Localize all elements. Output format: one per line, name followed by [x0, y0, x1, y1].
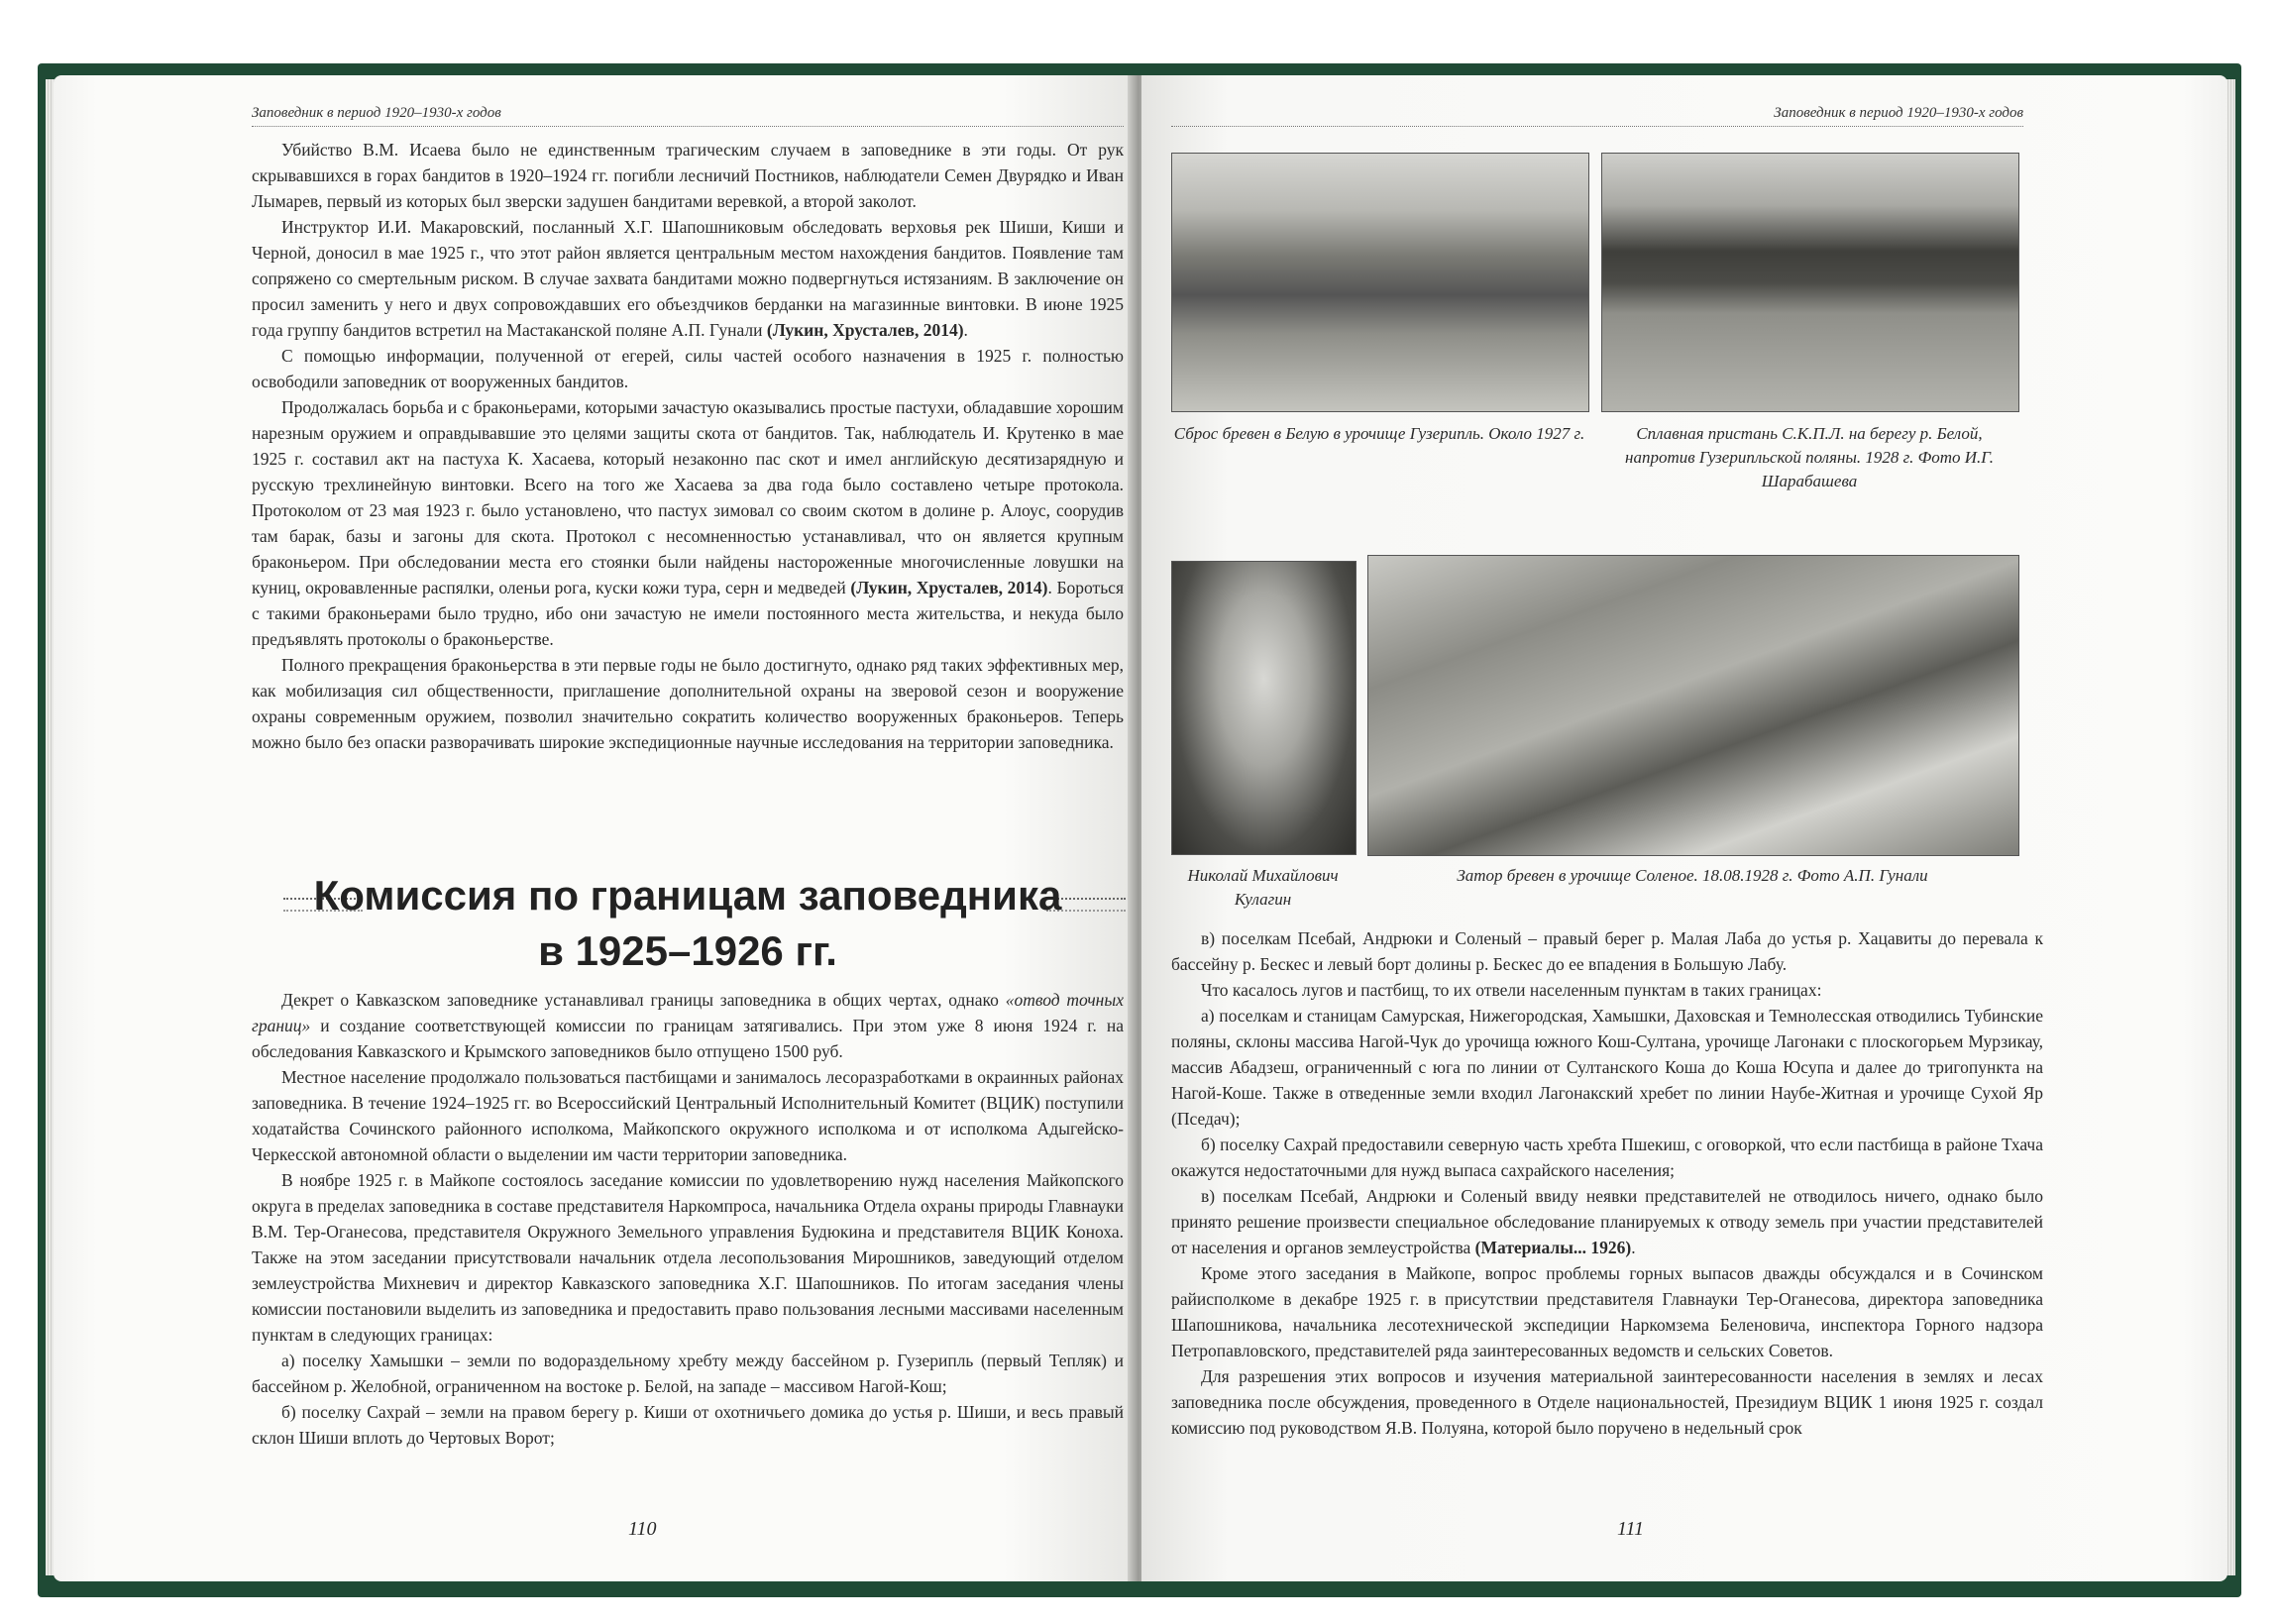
paragraph: С помощью информации, полученной от егерей, силы частей особого назначения в 1925 г. полностью освободили заповедник от вооруженных бандитов. [252, 346, 1124, 391]
paragraph: Декрет о Кавказском заповеднике устанавливал границы заповедника в общих чертах, однако «отвод точных границ» и создание соответствующей комиссии по границам затягивались. При этом уже 8 июня 1924 г. на обследования Кавказского и Крымского заповедников было отпущено 1500 руб. [252, 990, 1124, 1061]
paragraph: б) поселку Сахрай предоставили северную часть хребта Пшекиш, с оговоркой, что если пастбища в районе Тхача окажутся недостаточными для нужд выпаса сахрайского населения; [1171, 1135, 2043, 1180]
paragraph: Убийство В.М. Исаева было не единственным трагическим случаем в заповеднике в эти годы. От рук скрывавшихся в горах бандитов в 1920–1924 гг. погибли лесничий Постников, наблюдатели Семен Двурядко и Иван Лымарев, первый из которых был зверски задушен бандитами веревкой, а второй заколот. [252, 140, 1124, 211]
paragraph: Местное население продолжало пользоваться пастбищами и занималось лесоразработками в окраинных районах заповедника. В течение 1924–1925 гг. во Всероссийский Центральный Исполнительный Комитет (ВЦИК) поступили ходатайства Сочинского районного исполкома, Майкопского окружного исполкома и от исполкома Адыгейско-Черкесской автономной области о выделении им части территории заповедника. [252, 1067, 1124, 1164]
section-title-line-2: в 1925–1926 гг. [538, 927, 837, 974]
paragraph: а) поселку Хамышки – земли по водораздельному хребту между бассейном р. Гузерипль (первый Тепляк) и бассейном р. Желобной, ограниченном на востоке р. Белой, на западе – массивом Нагой-Кош; [252, 1351, 1124, 1396]
page-number-right: 111 [1617, 1518, 1645, 1540]
left-page [54, 75, 1134, 1581]
section-title [252, 868, 1124, 979]
caption-photo-4: Затор бревен в урочище Соленое. 18.08.1928 г. Фото А.П. Гунали [1457, 866, 1928, 885]
running-head-right: Заповедник в период 1920–1930-х годов [1171, 105, 2023, 127]
caption-photo-3: Николай Михайлович Кулагин [1187, 866, 1339, 909]
left-bottom-text [252, 987, 1124, 1451]
paragraph: а) поселкам и станицам Самурская, Нижегородская, Хамышки, Даховская и Темнолесская отводились Тубинские поляны, склоны массива Нагой-Чук до урочища южного Кош-Султана, урочище Лагонаки с плоскогорьем Мурзикау, массив Абадзеш, ограниченный с юга по линии от Султанского Коша до Коша Юсупа и далее до тригопункта на Нагой-Коше. Также в отведенные земли входил Лагонакский хребет по линии Наубе-Житная и урочище Сухой Яр (Пседач); [1171, 1006, 2043, 1129]
paragraph: Для разрешения этих вопросов и изучения материальной заинтересованности населения в землях и лесах заповедника после обсуждения, проведенного в Отделе национальностей, Президиум ВЦИК 1 июня 1925 г. создал комиссию под руководством Я.В. Полуяна, которой было поручено в недельный срок [1171, 1366, 2043, 1438]
caption-photo-1: Сброс бревен в Белую в урочище Гузерипль. Около 1927 г. [1173, 424, 1585, 443]
paragraph: Инструктор И.И. Макаровский, посланный Х.Г. Шапошниковым обследовать верховья рек Шиши, Киши и Черной, доносил в мае 1925 г., что этот район является центральным местом нахождения бандитов. Появление там сопряжено со смертельным риском. В случае захвата бандитами можно подвергнуться истязаниям. В заключение он просил заменить у него и двух сопровождавших его объездчиков берданки на магазинные винтовки. В июне 1925 года группу бандитов встретил на Мастаканской поляне А.П. Гунали (Лукин, Хрусталев, 2014). [252, 217, 1124, 340]
paragraph: Что касалось лугов и пастбищ, то их отвели населенным пунктам в таких границах: [1201, 980, 1822, 1000]
paragraph: Полного прекращения браконьерства в эти первые годы не было достигнуто, однако ряд таких эффективных мер, как мобилизация сил общественности, приглашение дополнительной охраны на зверовой сезон и вооружение охраны современным оружием, позволил значительно сократить количество вооруженных браконьеров. Теперь можно было без опаски разворачивать широкие экспедиционные научные исследования на территории заповедника. [252, 655, 1124, 752]
left-top-text [252, 137, 1124, 755]
photo-log-drop [1171, 153, 1589, 412]
paragraph: В ноябре 1925 г. в Майкопе состоялось заседание комиссии по удовлетворению нужд населения Майкопского округа в пределах заповедника в составе представителя Наркомпроса, начальника Отдела охраны природы Главнауки В.М. Тер-Оганесова, представителя Окружного Земельного управления Будюкина и представителя ВЦИК Коноха. Также на этом заседании присутствовали начальник отдела лесопользования Мирошников, заведующий отделом землеустройства Михневич и директор Кавказского заповедника Х.Г. Шапошников. По итогам заседания члены комиссии постановили выделить из заповедника и предоставить право пользования лесными массивами населенным пунктам в следующих границах: [252, 1170, 1124, 1345]
running-head-left: Заповедник в период 1920–1930-х годов [252, 105, 1124, 127]
paragraph: Продолжалась борьба и с браконьерами, которыми зачастую оказывались простые пастухи, обладавшие хорошим нарезным оружием и оправдывавшие это целями защиты скота от бандитов. Так, наблюдатель И. Крутенко в мае 1925 г. составил акт на пастуха К. Хасаева, который незаконно пас скот и имел английскую десятизарядную и русскую трехлинейную винтовки. Всего на того же Хасаева за два года было составлено четыре протокола. Протоколом от 23 мая 1923 г. было установлено, что пастух зимовал со своим скотом в долине р. Алоус, соорудив там барак, базы и загоны для скота. Протокол с несомненностью устанавливал, что он является крупным браконьером. При обследовании места его стоянки были найдены настороженные многочисленные ловушки на куниц, окровавленные распялки, оленьи рога, куски кожи тура, серн и медведей (Лукин, Хрусталев, 2014). Бороться с такими браконьерами было трудно, ибо они зачастую не имели постоянного места жительства, и некуда было предъявлять протоколы о браконьерстве. [252, 397, 1124, 649]
page-number-left: 110 [628, 1518, 657, 1540]
section-title-line-1: Комиссия по границам заповедника [313, 872, 1062, 919]
photo-log-jam [1367, 555, 2019, 856]
caption-photo-2: Сплавная пристань С.К.П.Л. на берегу р. Белой, напротив Гузерипльской поляны. 1928 г. Фото И.Г. Шарабашева [1625, 424, 1994, 490]
right-text [1171, 925, 2043, 1441]
photo-portrait [1171, 561, 1357, 855]
photo-rafting-pier [1601, 153, 2019, 412]
paragraph: Кроме этого заседания в Майкопе, вопрос проблемы горных выпасов дважды обсуждался и в Сочинском райисполкоме в декабре 1925 г. в присутствии представителя Главнауки Тер-Оганесова, директора заповедника Шапошникова, начальника лесотехнической экспедиции Наркомзема Беленовича, инспектора Горного надзора Петропавловского, представителей ряда заинтересованных ведомств и сельских Советов. [1171, 1263, 2043, 1360]
right-page [1141, 75, 2227, 1581]
paragraph: в) поселкам Псебай, Андрюки и Соленый ввиду неявки представителей не отводилось ничего, однако было принято решение произвести специальное обследование планируемых к отводу земель при участии представителей от населения и органов землеустройства (Материалы... 1926). [1171, 1186, 2043, 1257]
paragraph: б) поселку Сахрай – земли на правом берегу р. Киши от охотничьего домика до устья р. Шиши, и весь правый склон Шиши вплоть до Чертовых Ворот; [252, 1402, 1124, 1448]
paragraph: в) поселкам Псебай, Андрюки и Соленый – правый берег р. Малая Лаба до устья р. Хацавиты до перевала к бассейну р. Бескес и левый борт долины р. Бескес до ее впадения в Большую Лабу. [1171, 928, 2043, 974]
